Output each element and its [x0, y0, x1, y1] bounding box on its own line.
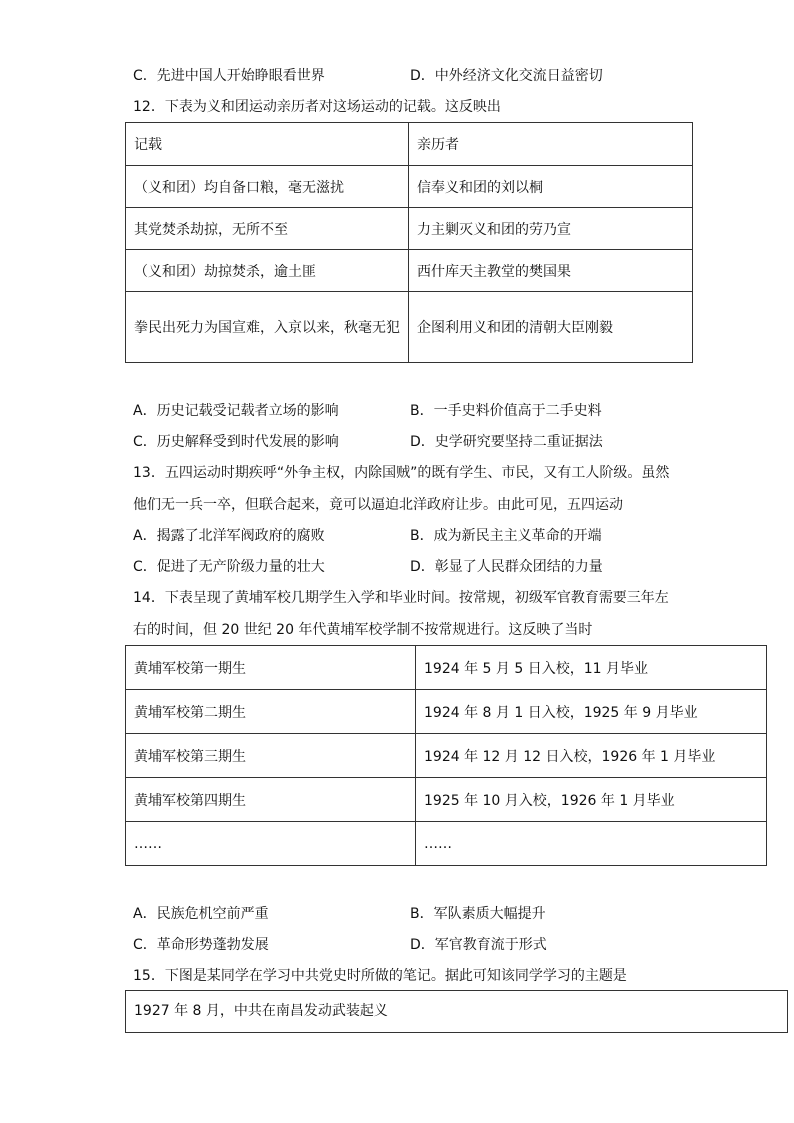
table-cell: 信奉义和团的刘以桐 [409, 166, 693, 208]
table-cell: …… [416, 822, 767, 866]
q14-option-d: D．军官教育流于形式 [410, 937, 547, 953]
table-cell: （义和团）劫掠焚杀，逾土匪 [126, 250, 409, 292]
q11-option-d: D．中外经济文化交流日益密切 [410, 68, 603, 84]
q13-option-c: C．促进了无产阶级力量的壮大 [133, 559, 325, 575]
q13-option-d: D．彰显了人民群众团结的力量 [410, 559, 603, 575]
table-cell: 1925 年 10 月入校，1926 年 1 月毕业 [416, 778, 767, 822]
table-row [126, 166, 693, 208]
q15-stem: 15．下图是某同学在学习中共党史时所做的笔记。据此可知该同学学习的主题是 [133, 968, 627, 984]
q13-stem-line2: 他们无一兵一卒，但联合起来，竟可以逼迫北洋政府让步。由此可见，五四运动 [133, 497, 623, 513]
q12-option-a: A．历史记载受记载者立场的影响 [133, 403, 339, 419]
q13-stem-line1: 13．五四运动时期疾呼“外争主权，内除国贼”的既有学生、市民，又有工人阶级。虽然 [133, 465, 670, 481]
table-cell: 西什库天主教堂的樊国果 [409, 250, 693, 292]
q12-stem: 12．下表为义和团运动亲历者对这场运动的记载。这反映出 [133, 99, 501, 115]
table-cell: 1924 年 12 月 12 日入校，1926 年 1 月毕业 [416, 734, 767, 778]
table-cell: （义和团）均自备口粮，毫无滋扰 [126, 166, 409, 208]
table-cell: 其党焚杀劫掠，无所不至 [126, 208, 409, 250]
table-cell: 黄埔军校第四期生 [126, 778, 416, 822]
table-row [126, 292, 693, 363]
q12-option-c: C．历史解释受到时代发展的影响 [133, 434, 339, 450]
table-header-row [126, 123, 693, 166]
table-header-cell: 亲历者 [409, 123, 693, 166]
table-cell: 1924 年 5 月 5 日入校，11 月毕业 [416, 646, 767, 690]
q14-stem-line1: 14．下表呈现了黄埔军校几期学生入学和毕业时间。按常规，初级军官教育需要三年左 [133, 590, 669, 606]
table-row [126, 778, 767, 822]
table-row [126, 734, 767, 778]
q14-option-a: A．民族危机空前严重 [133, 906, 269, 922]
q14-stem-line2: 右的时间，但 20 世纪 20 年代黄埔军校学制不按常规进行。这反映了当时 [133, 622, 593, 638]
table-row [126, 250, 693, 292]
table-row [126, 208, 693, 250]
q12-table [125, 122, 693, 363]
q11-option-c: C．先进中国人开始睁眼看世界 [133, 68, 325, 84]
table-row [126, 690, 767, 734]
table-cell: 企图利用义和团的清朝大臣刚毅 [409, 292, 693, 363]
q12-option-b: B．一手史料价值高于二手史料 [410, 403, 602, 419]
table-cell: 黄埔军校第一期生 [126, 646, 416, 690]
q14-option-b: B．军队素质大幅提升 [410, 906, 546, 922]
table-cell: 力主剿灭义和团的劳乃宣 [409, 208, 693, 250]
table-cell: 黄埔军校第三期生 [126, 734, 416, 778]
table-row [126, 822, 767, 866]
q13-option-a: A．揭露了北洋军阀政府的腐败 [133, 528, 325, 544]
table-cell: 黄埔军校第二期生 [126, 690, 416, 734]
q13-option-b: B．成为新民主主义革命的开端 [410, 528, 602, 544]
q14-table [125, 645, 767, 866]
table-cell: …… [126, 822, 416, 866]
table-row [126, 646, 767, 690]
q12-option-d: D．史学研究要坚持二重证据法 [410, 434, 603, 450]
q14-option-c: C．革命形势蓬勃发展 [133, 937, 269, 953]
table-cell: 1924 年 8 月 1 日入校，1925 年 9 月毕业 [416, 690, 767, 734]
table-cell: 拳民出死力为国宣难，入京以来，秋毫无犯 [126, 292, 409, 363]
table-header-cell: 记载 [126, 123, 409, 166]
q15-note-box: 1927 年 8 月，中共在南昌发动武装起义 [125, 990, 788, 1033]
